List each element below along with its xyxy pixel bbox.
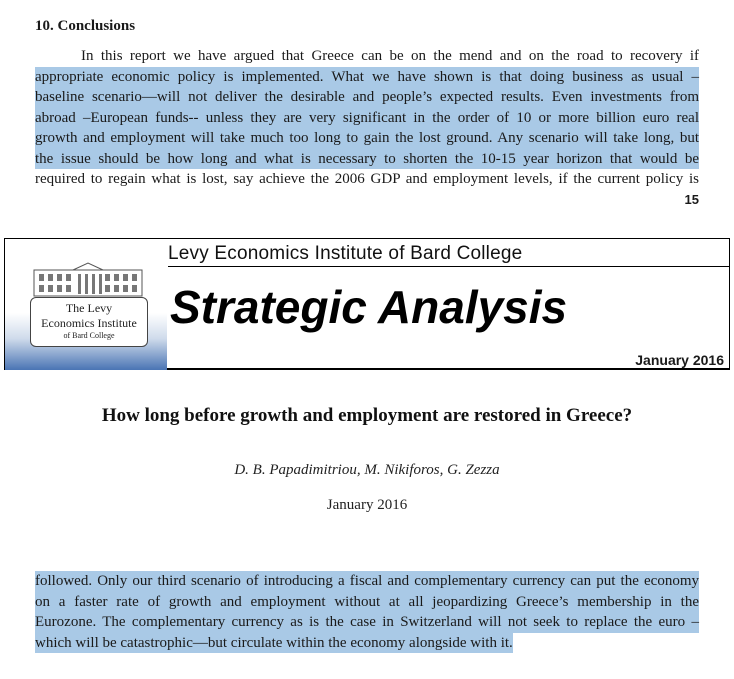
paragraph-line: required to regain what is lost, say achieve the 2006 GDP and employment levels, if the current policy is [35, 171, 699, 187]
paragraph-line: which will be catastrophic—but circulate within the economy alongside with it. [35, 633, 513, 654]
continued-paragraph [35, 571, 699, 653]
paragraph-line: the issue should be how long and what is necessary to shorten the 10-15 year horizon that would be [35, 149, 699, 170]
paragraph-line: In this report we have argued that Greece can be on the mend and on the road to recovery if [81, 48, 699, 64]
institute-logo [30, 297, 148, 347]
paragraph-line: abroad –European funds-- unless they are very significant in the order of 10 or more billion euro real [35, 108, 699, 129]
building-icon [33, 262, 143, 298]
paragraph-line: followed. Only our third scenario of introducing a fiscal and complementary currency can put the economy [35, 571, 699, 592]
logo-line: The Levy [65, 301, 113, 315]
paragraph-line: appropriate economic policy is implemented. What we have shown is that doing business as usual – [35, 67, 699, 88]
series-title: Strategic Analysis [170, 281, 568, 333]
logo-line: of Bard College [63, 331, 115, 340]
paper-title: How long before growth and employment are restored in Greece? [101, 405, 633, 426]
paragraph-line: baseline scenario—will not deliver the desirable and people’s expected results. Even investments from [35, 87, 699, 108]
conclusions-paragraph [35, 46, 699, 190]
paragraph-line: growth and employment will take much too long to gain the lost ground. Any scenario will take long, but [35, 128, 699, 149]
paragraph-line: on a faster rate of growth and employment without at all jeopardizing Greece’s membership in the [35, 592, 699, 613]
paper-date: January 2016 [326, 497, 408, 513]
page-number: 15 [684, 192, 699, 207]
paragraph-line: Eurozone. The complementary currency as is the case in Switzerland will not seek to replace the euro – [35, 612, 699, 633]
section-heading: 10. Conclusions [35, 18, 136, 34]
paper-authors: D. B. Papadimitriou, M. Nikiforos, G. Zezza [234, 462, 500, 478]
institute-name: Levy Economics Institute of Bard College [168, 243, 523, 264]
header-divider [168, 266, 730, 267]
logo-line: Economics Institute [41, 316, 137, 330]
header-date: January 2016 [635, 352, 724, 368]
